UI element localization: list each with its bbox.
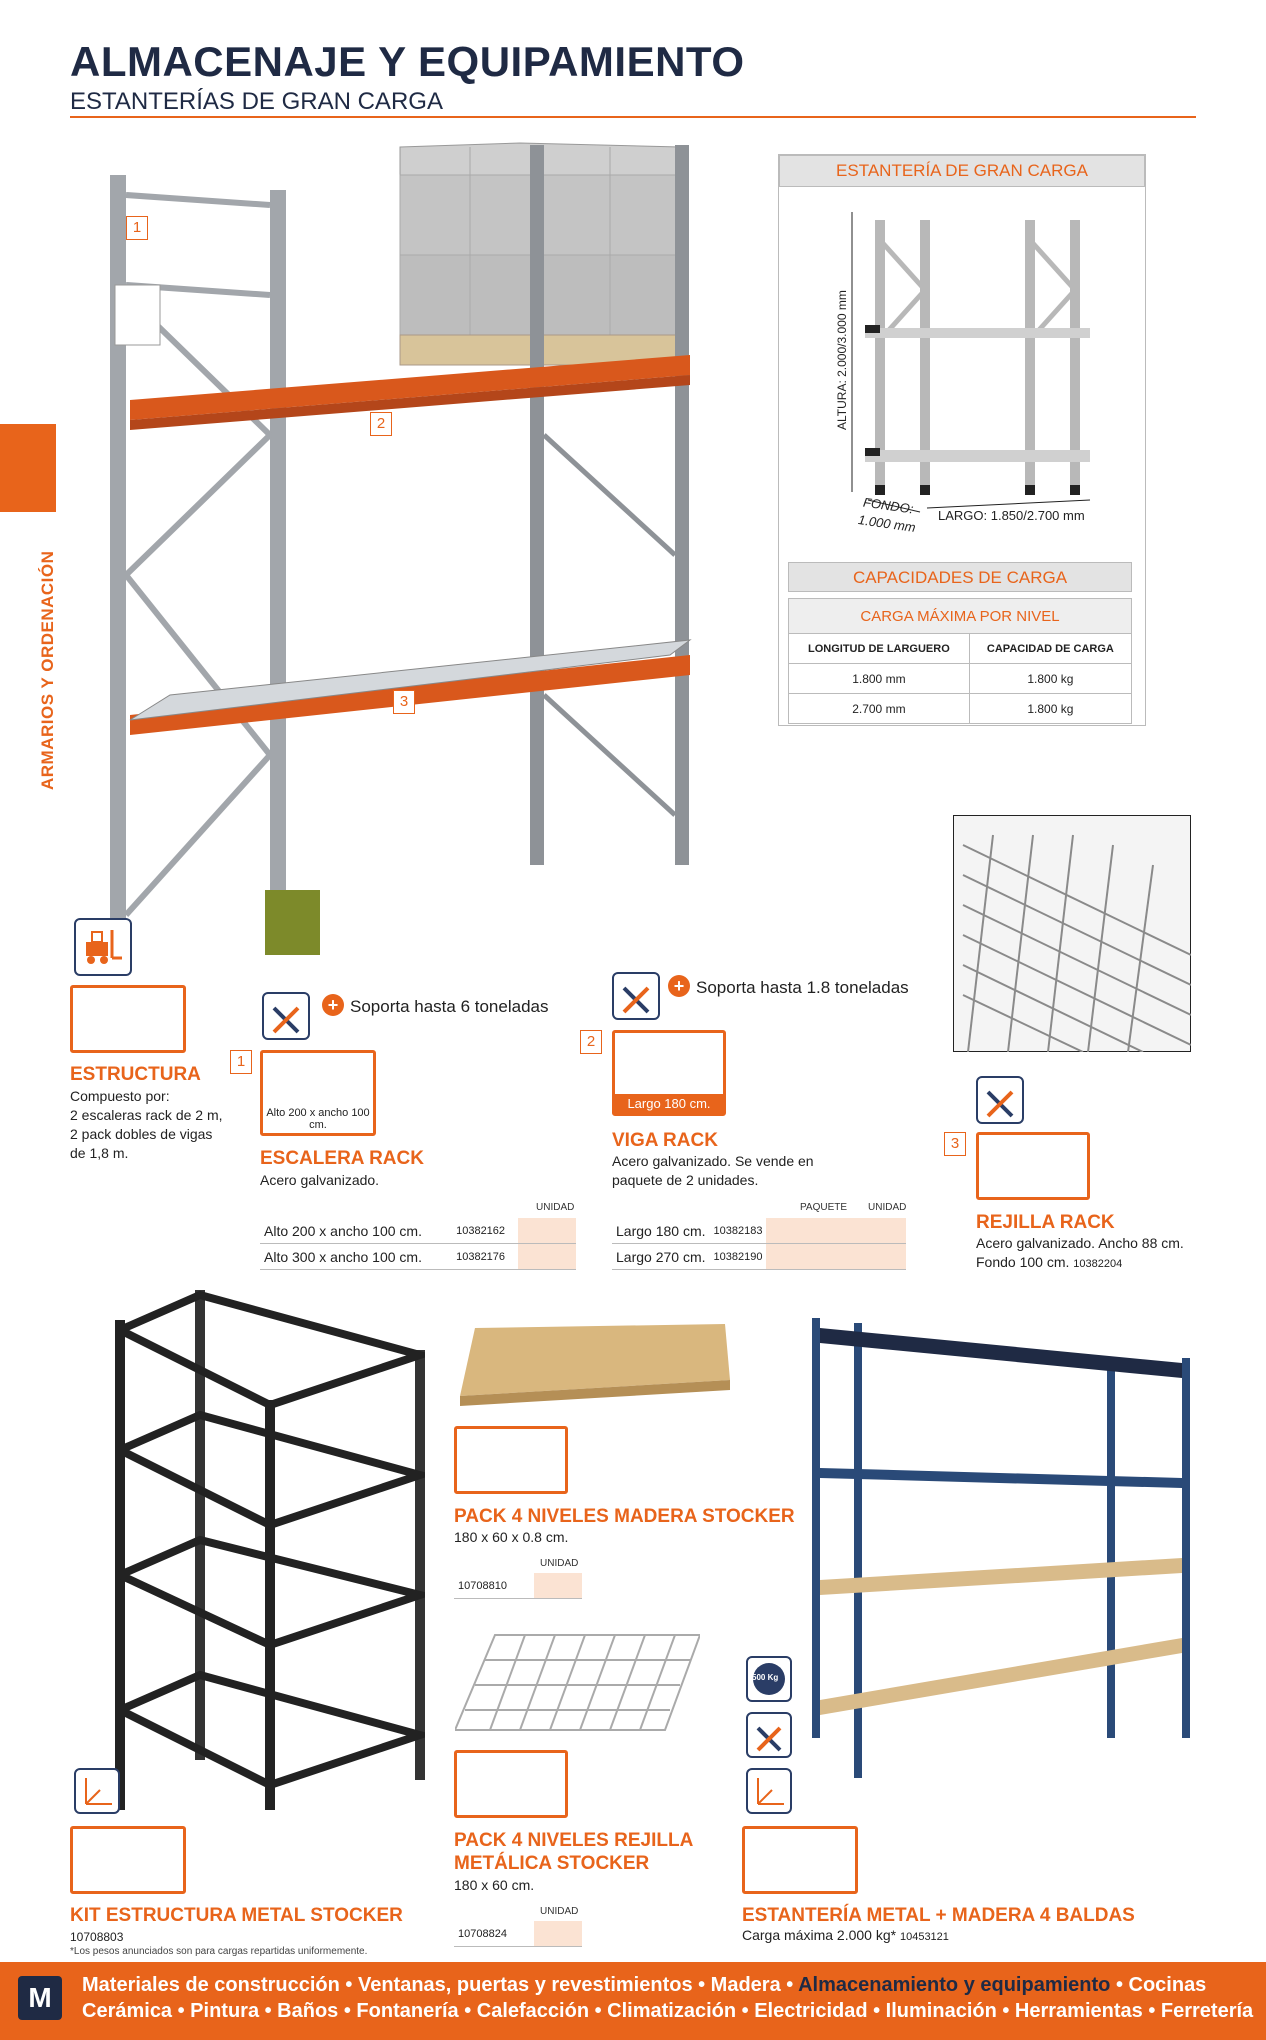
rejilla-stocker-price-box [454, 1750, 568, 1818]
kit-title: KIT ESTRUCTURA METAL STOCKER [70, 1905, 403, 1926]
kit-price-box [70, 1826, 186, 1894]
plus-icon: + [668, 975, 690, 997]
row-name: Alto 300 x ancho 100 cm. [260, 1244, 452, 1270]
table-row [612, 1244, 906, 1270]
black-shelving-illustration [115, 1290, 425, 1810]
page-title: ALMACENAJE Y EQUIPAMIENTO [70, 38, 745, 85]
row-code: 10382176 [452, 1244, 518, 1270]
escalera-table [260, 1218, 576, 1270]
viga-desc-line: Acero galvanizado. Se vende en [612, 1153, 814, 1169]
spec-title: ESTANTERÍA DE GRAN CARGA [779, 155, 1145, 187]
row-code: 10708810 [454, 1573, 534, 1599]
estanteria-carga: Carga máxima 2.000 kg* [742, 1927, 897, 1943]
row-code: 10382183 [710, 1218, 767, 1244]
estructura-title: ESTRUCTURA [70, 1064, 201, 1085]
weight-badge-label: 500 Kg [752, 1673, 779, 1682]
sin-tornillos-badge [612, 972, 660, 1020]
estanteria-desc [742, 1926, 949, 1947]
row-price-paquete [766, 1218, 848, 1244]
blue-shelving-illustration [812, 1318, 1192, 1778]
viga-table [612, 1218, 906, 1270]
sin-tornillos-icon [978, 1078, 1022, 1122]
row-code: 10382190 [710, 1244, 767, 1270]
footer-text: • Cocinas [1110, 1974, 1207, 1996]
madera-title: PACK 4 NIVELES MADERA STOCKER [454, 1506, 795, 1527]
escalera-desc: Acero galvanizado. [260, 1172, 380, 1188]
row-price [534, 1921, 582, 1947]
escalera-price-box [260, 1050, 376, 1136]
estructura-desc-line: 2 pack dobles de vigas [70, 1126, 213, 1142]
escalera-soporta: Soporta hasta 6 toneladas [350, 997, 549, 1016]
escalera-num: 1 [230, 1050, 252, 1074]
capacities-title: CAPACIDADES DE CARGA [788, 562, 1132, 592]
rack-label-2: 2 [370, 412, 392, 436]
rejilla-price-box [976, 1132, 1090, 1200]
dimensions-icon [748, 1770, 790, 1812]
dimensions-badge [746, 1768, 792, 1814]
rejilla-stocker-title2: METÁLICA STOCKER [454, 1853, 650, 1874]
madera-desc: 180 x 60 x 0.8 cm. [454, 1529, 569, 1545]
sin-tornillos-icon [264, 994, 308, 1038]
escalera-title: ESCALERA RACK [260, 1148, 424, 1169]
viga-title: VIGA RACK [612, 1130, 718, 1151]
table-row [789, 694, 1132, 724]
capacities-subtitle: CARGA MÁXIMA POR NIVEL [789, 599, 1132, 634]
rejilla-stocker-title1: PACK 4 NIVELES REJILLA [454, 1830, 694, 1851]
escalera-unidad-header: UNIDAD [536, 1202, 575, 1213]
table-row [454, 1921, 582, 1947]
footer-text: Materiales de construcción • Ventanas, puertas y revestimientos • Madera • [82, 1974, 799, 1996]
spec-altura: ALTURA: 2.000/3.000 mm [835, 290, 849, 430]
estanteria-title: ESTANTERÍA METAL + MADERA 4 BALDAS [742, 1905, 1135, 1926]
footnote: *Los pesos anunciados son para cargas repartidas uniformemente. [70, 1946, 368, 1957]
spec-fondo-value: 1.000 mm [857, 512, 917, 535]
rejilla-num: 3 [944, 1132, 966, 1156]
viga-desc-line: paquete de 2 unidades. [612, 1172, 759, 1188]
page-subtitle: ESTANTERÍAS DE GRAN CARGA [70, 88, 443, 115]
wire-deck-photo [953, 815, 1191, 1052]
spec-largo: LARGO: 1.850/2.700 mm [938, 508, 1085, 523]
row-name: Largo 180 cm. [612, 1218, 710, 1244]
rejilla-fondo: Fondo 100 cm. [976, 1254, 1070, 1270]
spec-fondo-label: FONDO: [862, 494, 915, 517]
sin-tornillos-badge [976, 1076, 1024, 1124]
cap-col-largo: LONGITUD DE LARGUERO [789, 634, 970, 664]
dimensions-badge [74, 1768, 120, 1814]
row-price-unidad [849, 1218, 906, 1244]
estructura-desc-line: Compuesto por: [70, 1088, 170, 1104]
footer-categories-line2: Cerámica • Pintura • Baños • Fontanería • Calefacción • Climatización • Electricidad • Iluminación • Herramientas • Ferretería [82, 2000, 1254, 2022]
estanteria-code: 10453121 [899, 1931, 949, 1943]
row-code: 10708824 [454, 1921, 534, 1947]
sin-tornillos-badge [262, 992, 310, 1040]
table-row [260, 1244, 576, 1270]
estructura-desc [70, 1087, 223, 1163]
estanteria-price-box [742, 1826, 858, 1894]
viga-paquete-header: PAQUETE [800, 1202, 848, 1213]
row-price [534, 1573, 582, 1599]
viga-num: 2 [580, 1030, 602, 1054]
metal-grid-photo [455, 1630, 700, 1736]
table-row [260, 1218, 576, 1244]
side-tab-label: ARMARIOS Y ORDENACIÓN [38, 550, 57, 790]
header-divider [70, 116, 1196, 118]
cap-cell: 1.800 mm [789, 664, 970, 694]
sin-tornillos-icon [748, 1714, 790, 1756]
cap-col-carga: CAPACIDAD DE CARGA [969, 634, 1131, 664]
viga-unidad-header: UNIDAD [868, 1202, 907, 1213]
madera-price-box [454, 1426, 568, 1494]
table-row [454, 1573, 582, 1599]
pallet-rack-illustration [110, 135, 710, 955]
viga-price-tag: Largo 180 cm. [615, 1094, 723, 1113]
rejilla-desc: Acero galvanizado. Ancho 88 cm. [976, 1235, 1184, 1251]
rack-label-1: 1 [126, 216, 148, 240]
rack-label-3: 3 [393, 690, 415, 714]
escalera-price-tag: Alto 200 x ancho 100 cm. [263, 1105, 373, 1133]
cap-cell: 1.800 kg [969, 664, 1131, 694]
estructura-price-box [70, 985, 186, 1053]
dimensions-icon [76, 1770, 118, 1812]
madera-unidad-header: UNIDAD [540, 1558, 579, 1569]
table-row [612, 1218, 906, 1244]
row-code: 10382162 [452, 1218, 518, 1244]
estructura-desc-line: 2 escaleras rack de 2 m, [70, 1107, 223, 1123]
viga-desc [612, 1152, 814, 1190]
estructura-desc-line: de 1,8 m. [70, 1145, 129, 1161]
row-name: Alto 200 x ancho 100 cm. [260, 1218, 452, 1244]
forklift-icon [76, 920, 130, 974]
viga-soporta: Soporta hasta 1.8 toneladas [696, 978, 909, 997]
rejilla-stocker-unidad-header: UNIDAD [540, 1906, 579, 1917]
footer-categories-line1 [82, 1974, 1206, 1997]
row-price-paquete [766, 1244, 848, 1270]
wood-board-photo [455, 1318, 735, 1408]
sin-tornillos-badge [746, 1712, 792, 1758]
cap-cell: 1.800 kg [969, 694, 1131, 724]
rejilla-desc2 [976, 1253, 1122, 1274]
madera-table [454, 1573, 582, 1599]
sin-tornillos-icon [614, 974, 658, 1018]
capacities-table [788, 598, 1132, 724]
brand-logo: M [18, 1976, 62, 2020]
rejilla-stocker-desc: 180 x 60 cm. [454, 1877, 535, 1893]
rejilla-stocker-table [454, 1921, 582, 1947]
rejilla-title: REJILLA RACK [976, 1212, 1115, 1233]
table-row [789, 664, 1132, 694]
kit-code: 10708803 [70, 1930, 124, 1944]
cap-cell: 2.700 mm [789, 694, 970, 724]
viga-price-box [612, 1030, 726, 1116]
row-price [518, 1244, 576, 1270]
footer-highlight: Almacenamiento y equipamiento [798, 1974, 1111, 1996]
side-tab-block [0, 424, 56, 512]
row-price-unidad [849, 1244, 906, 1270]
forklift-badge [74, 918, 132, 976]
row-name: Largo 270 cm. [612, 1244, 710, 1270]
row-price [518, 1218, 576, 1244]
plus-icon: + [322, 994, 344, 1016]
rejilla-code: 10382204 [1073, 1258, 1123, 1270]
